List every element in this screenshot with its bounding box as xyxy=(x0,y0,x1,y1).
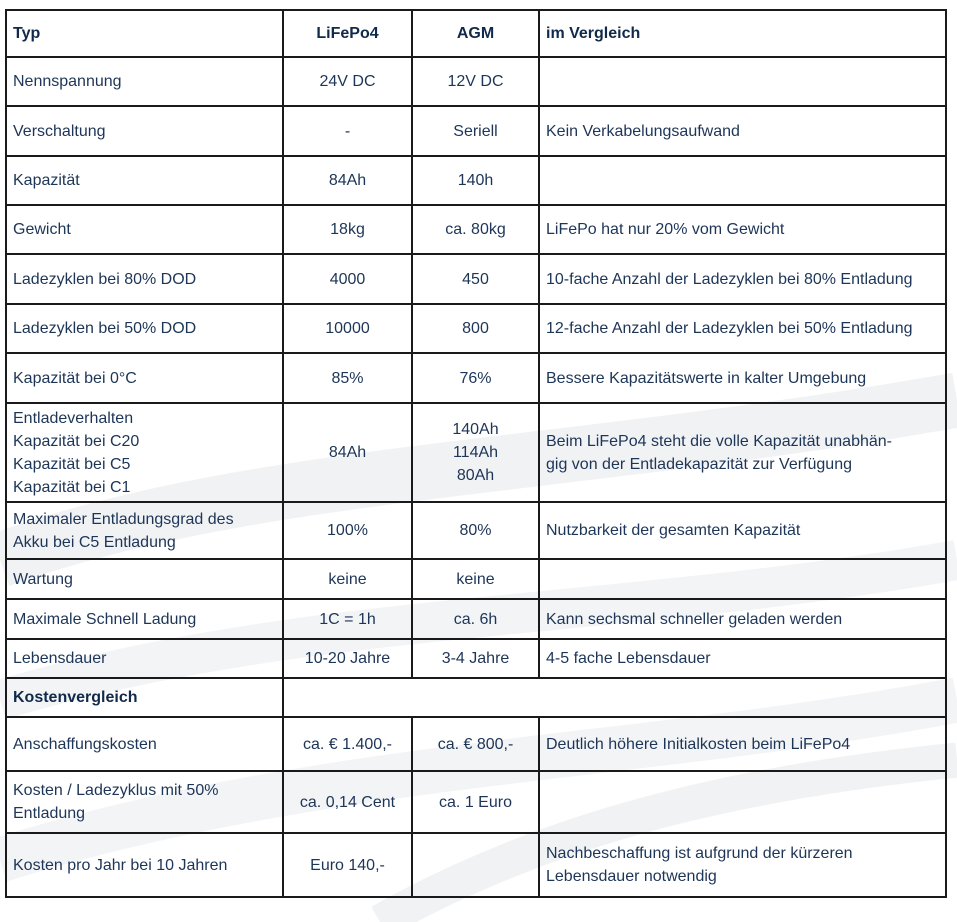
section-row xyxy=(6,678,946,717)
cell-lifepo4 xyxy=(283,156,412,205)
table-row xyxy=(6,304,946,353)
cell-label xyxy=(6,833,283,897)
cell-text: Kosten pro Jahr bei 10 Jahren xyxy=(13,856,228,874)
table-row xyxy=(6,403,946,502)
cell-vergleich xyxy=(539,833,946,897)
cell-text: gig von der Entladekapazität zur Verfügung xyxy=(546,455,852,473)
cell-lifepo4 xyxy=(283,254,412,304)
cell-text: Entladeverhalten xyxy=(13,409,134,427)
table-row xyxy=(6,254,946,304)
cell-text: 140Ah xyxy=(452,421,499,438)
section-title: Kostenvergleich xyxy=(6,678,283,717)
table-row xyxy=(6,559,946,599)
cell-text: Akku bei C5 Entladung xyxy=(13,533,176,551)
cell-text: Kapazität bei C1 xyxy=(13,478,131,496)
cell-text: 76% xyxy=(459,369,492,387)
cell-text: Kapazität bei 0°C xyxy=(13,369,137,387)
cell-agm xyxy=(412,304,539,353)
cell-text: 18kg xyxy=(330,221,365,238)
cell-label xyxy=(6,403,283,502)
cell-lifepo4 xyxy=(283,559,412,599)
cell-text: 114Ah xyxy=(452,444,499,461)
cell-text: 3-4 Jahre xyxy=(441,650,510,667)
table-row xyxy=(6,833,946,897)
cell-label xyxy=(6,639,283,678)
cell-lifepo4 xyxy=(283,403,412,502)
cell-vergleich xyxy=(539,353,946,403)
cell-text: Bessere Kapazitätswerte in kalter Umgebung xyxy=(546,369,867,387)
cell-agm xyxy=(412,57,539,106)
cell-text: Lebensdauer notwendig xyxy=(546,868,717,885)
cell-agm xyxy=(412,353,539,403)
cell-label xyxy=(6,156,283,205)
cell-text: Nachbeschaffung ist aufgrund der kürzeren xyxy=(546,845,853,862)
cell-vergleich xyxy=(539,106,946,156)
cell-agm xyxy=(412,717,539,771)
cell-agm xyxy=(412,639,539,678)
cell-lifepo4 xyxy=(283,771,412,833)
table-row xyxy=(6,353,946,403)
cell-agm xyxy=(412,833,539,897)
table-row xyxy=(6,771,946,833)
cell-lifepo4 xyxy=(283,502,412,559)
cell-text: Ladezyklen bei 50% DOD xyxy=(13,320,197,337)
cell-label xyxy=(6,771,283,833)
cell-text: Kann sechsmal schneller geladen werden xyxy=(546,610,843,628)
cell-text: 80Ah xyxy=(456,467,495,484)
table-row xyxy=(6,717,946,771)
cell-label xyxy=(6,559,283,599)
cell-lifepo4 xyxy=(283,304,412,353)
header-agm: AGM xyxy=(412,10,539,57)
cell-text: keine xyxy=(328,570,367,588)
cell-text: 1C = 1h xyxy=(319,610,376,628)
cell-text: Lebensdauer xyxy=(13,650,107,667)
cell-agm xyxy=(412,559,539,599)
cell-text: Seriell xyxy=(453,122,498,140)
cell-text: 4-5 fache Lebensdauer xyxy=(546,650,711,667)
cell-text: 450 xyxy=(462,270,489,288)
cell-label xyxy=(6,502,283,559)
cell-vergleich xyxy=(539,254,946,304)
cell-vergleich xyxy=(539,403,946,502)
table-body xyxy=(6,10,946,897)
cell-lifepo4 xyxy=(283,106,412,156)
cell-agm xyxy=(412,205,539,254)
cell-agm xyxy=(412,599,539,639)
cell-text: LiFePo hat nur 20% vom Gewicht xyxy=(546,221,785,238)
cell-text: ca. 80kg xyxy=(445,221,506,238)
cell-text: - xyxy=(344,122,351,140)
cell-agm xyxy=(412,502,539,559)
comparison-table-wrapper xyxy=(5,9,947,898)
table-row xyxy=(6,599,946,639)
cell-agm xyxy=(412,254,539,304)
cell-text: Deutlich höhere Initialkosten beim LiFePo4 xyxy=(546,735,851,753)
cell-text: 100% xyxy=(327,522,368,539)
cell-text: Beim LiFePo4 steht die volle Kapazität unabhän- xyxy=(546,432,892,450)
cell-text: Nennspannung xyxy=(13,73,122,90)
header-vergleich: im Vergleich xyxy=(539,10,946,57)
cell-label xyxy=(6,717,283,771)
cell-label xyxy=(6,304,283,353)
cell-label xyxy=(6,254,283,304)
header-typ: Typ xyxy=(6,10,283,57)
cell-text: ca. 1 Euro xyxy=(439,793,512,811)
cell-text: Kapazität bei C5 xyxy=(13,455,131,473)
cell-text: Nutzbarkeit der gesamten Kapazität xyxy=(546,522,801,539)
cell-text: Maximaler Entladungsgrad des xyxy=(13,510,234,528)
header-lifepo4: LiFePo4 xyxy=(283,10,412,57)
cell-label xyxy=(6,106,283,156)
cell-vergleich xyxy=(539,156,946,205)
header-row xyxy=(6,10,946,57)
cell-lifepo4 xyxy=(283,353,412,403)
cell-label xyxy=(6,599,283,639)
comparison-table xyxy=(5,9,947,898)
cell-text: ca. € 1.400,- xyxy=(303,735,392,753)
table-row xyxy=(6,502,946,559)
cell-vergleich xyxy=(539,304,946,353)
cell-text: 10-fache Anzahl der Ladezyklen bei 80% Entladung xyxy=(546,270,913,288)
cell-text: Gewicht xyxy=(13,221,71,238)
cell-vergleich xyxy=(539,205,946,254)
cell-text: Maximale Schnell Ladung xyxy=(13,610,197,628)
cell-text: Kein Verkabelungsaufwand xyxy=(546,122,740,140)
cell-vergleich xyxy=(539,639,946,678)
cell-vergleich xyxy=(539,559,946,599)
cell-lifepo4 xyxy=(283,57,412,106)
cell-label xyxy=(6,57,283,106)
cell-lifepo4 xyxy=(283,717,412,771)
cell-lifepo4 xyxy=(283,639,412,678)
table-row xyxy=(6,156,946,205)
table-row xyxy=(6,57,946,106)
cell-text: 800 xyxy=(462,320,489,337)
cell-text: Kosten / Ladezyklus mit 50% xyxy=(13,782,219,799)
cell-vergleich xyxy=(539,502,946,559)
cell-text: 80% xyxy=(459,522,492,539)
cell-label xyxy=(6,205,283,254)
cell-text: 10000 xyxy=(325,320,370,337)
cell-vergleich xyxy=(539,717,946,771)
cell-label xyxy=(6,353,283,403)
cell-text: Verschaltung xyxy=(13,122,106,140)
cell-lifepo4 xyxy=(283,599,412,639)
cell-text: Ladezyklen bei 80% DOD xyxy=(13,270,197,288)
cell-lifepo4 xyxy=(283,833,412,897)
cell-text: 24V DC xyxy=(319,73,376,90)
cell-agm xyxy=(412,403,539,502)
cell-text: Euro 140,- xyxy=(310,856,385,874)
cell-agm xyxy=(412,771,539,833)
table-row xyxy=(6,205,946,254)
table-row xyxy=(6,106,946,156)
cell-text: Anschaffungskosten xyxy=(13,735,157,753)
cell-text: Entladung xyxy=(13,805,86,822)
cell-text: keine xyxy=(456,570,495,588)
cell-text: Kapazität bei C20 xyxy=(13,432,140,450)
cell-lifepo4 xyxy=(283,205,412,254)
cell-vergleich xyxy=(539,57,946,106)
cell-text: 12-fache Anzahl der Ladezyklen bei 50% Entladung xyxy=(546,320,913,337)
cell-text: 140h xyxy=(457,172,494,189)
cell-text: 12V DC xyxy=(447,73,504,90)
cell-text: 84Ah xyxy=(328,444,367,461)
cell-vergleich xyxy=(539,599,946,639)
cell-text: 10-20 Jahre xyxy=(304,650,391,667)
section-empty xyxy=(283,678,946,717)
cell-text: ca. € 800,- xyxy=(437,735,514,753)
cell-text: 4000 xyxy=(329,270,366,288)
cell-text: ca. 0,14 Cent xyxy=(299,793,396,811)
table-row xyxy=(6,639,946,678)
cell-text: 84Ah xyxy=(328,172,367,189)
cell-text: Wartung xyxy=(13,570,73,588)
cell-text: ca. 6h xyxy=(453,610,498,628)
cell-text: 85% xyxy=(331,369,364,387)
cell-agm xyxy=(412,106,539,156)
cell-agm xyxy=(412,156,539,205)
cell-text: Kapazität xyxy=(13,172,80,189)
cell-vergleich xyxy=(539,771,946,833)
